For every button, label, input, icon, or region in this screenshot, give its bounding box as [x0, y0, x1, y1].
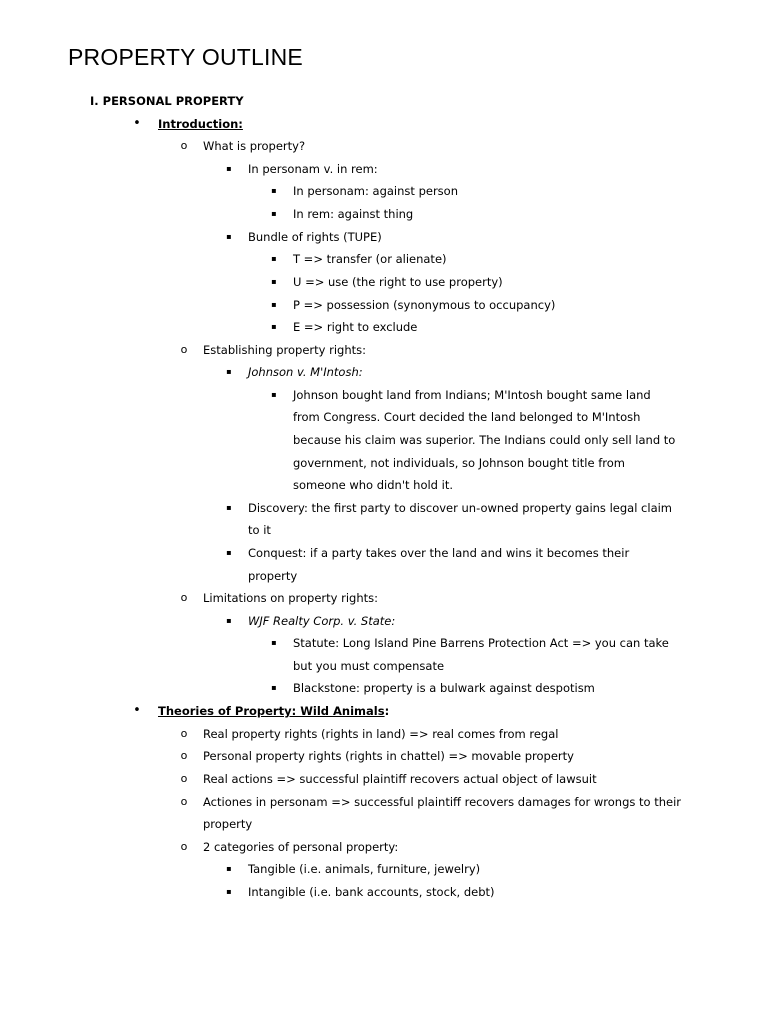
outline-text: Actiones in personam => successful plaintiff recovers damages for wrongs to their: [203, 795, 682, 809]
bullet-marker: ▪: [271, 638, 277, 647]
outline-text: government, not individuals, so Johnson bought title from: [293, 456, 625, 470]
bullet-marker: ▪: [226, 548, 232, 557]
bullet-marker: o: [180, 139, 188, 152]
bullet-marker: o: [180, 840, 188, 853]
outline-text: Blackstone: property is a bulwark against despotism: [293, 681, 595, 695]
bullet-marker: ▪: [226, 503, 232, 512]
outline-text: Johnson bought land from Indians; M'Intosh bought same land: [293, 388, 651, 402]
bullet-marker: o: [180, 772, 188, 785]
outline-text: Statute: Long Island Pine Barrens Protection Act => you can take: [293, 636, 669, 650]
topic-heading-text: Theories of Property: Wild Animals: [158, 704, 385, 718]
outline-text: Real property rights (rights in land) => real comes from regal: [203, 727, 559, 741]
outline-text: Intangible (i.e. bank accounts, stock, debt): [248, 885, 495, 899]
bullet-marker: ▪: [226, 864, 232, 873]
outline-text: Establishing property rights:: [203, 343, 366, 357]
bullet-marker: ▪: [226, 367, 232, 376]
outline-text: to it: [248, 523, 271, 537]
bullet-marker: o: [180, 343, 188, 356]
outline-text: Discovery: the first party to discover un-owned property gains legal claim: [248, 501, 673, 515]
bullet-marker: o: [180, 795, 188, 808]
bullet-marker: ▪: [226, 616, 232, 625]
case-name: Johnson v. M'Intosh:: [248, 365, 363, 379]
outline-text: Real actions => successful plaintiff recovers actual object of lawsuit: [203, 772, 597, 786]
bullet-marker: •: [133, 703, 141, 718]
outline-text: What is property?: [203, 139, 306, 153]
outline-text: but you must compensate: [293, 659, 445, 673]
outline-text: Tangible (i.e. animals, furniture, jewelry): [248, 862, 481, 876]
topic-heading: Introduction:: [158, 117, 243, 131]
document-title: PROPERTY OUTLINE: [68, 44, 303, 70]
outline-text: property: [248, 569, 298, 583]
outline-text: because his claim was superior. The Indians could only sell land to: [293, 433, 676, 447]
bullet-marker: ▪: [226, 232, 232, 241]
outline-text: Limitations on property rights:: [203, 591, 378, 605]
bullet-marker: o: [180, 591, 188, 604]
outline-text: from Congress. Court decided the land belonged to M'Intosh: [293, 410, 641, 424]
outline-text: U => use (the right to use property): [293, 275, 503, 289]
bullet-marker: ▪: [271, 683, 277, 692]
outline-text: T => transfer (or alienate): [293, 252, 447, 266]
outline-text: Conquest: if a party takes over the land and wins it becomes their: [248, 546, 630, 560]
bullet-marker: ▪: [271, 209, 277, 218]
bullet-marker: •: [133, 116, 141, 131]
outline-text: In personam: against person: [293, 184, 458, 198]
bullet-marker: o: [180, 727, 188, 740]
outline-text: someone who didn't hold it.: [293, 478, 453, 492]
outline-text: Personal property rights (rights in chattel) => movable property: [203, 749, 574, 763]
outline-text: Bundle of rights (TUPE): [248, 230, 382, 244]
topic-heading: [158, 700, 389, 723]
topic-heading-colon: :: [384, 704, 390, 718]
bullet-marker: ▪: [226, 164, 232, 173]
bullet-marker: ▪: [271, 322, 277, 331]
bullet-marker: o: [180, 749, 188, 762]
bullet-marker: ▪: [271, 390, 277, 399]
bullet-marker: ▪: [271, 300, 277, 309]
outline-text: In personam v. in rem:: [248, 162, 378, 176]
outline-text: E => right to exclude: [293, 320, 418, 334]
bullet-marker: ▪: [226, 887, 232, 896]
outline-text: 2 categories of personal property:: [203, 840, 399, 854]
case-name: WJF Realty Corp. v. State:: [248, 614, 396, 628]
bullet-marker: ▪: [271, 254, 277, 263]
outline-text: property: [203, 817, 253, 831]
section-heading: I. PERSONAL PROPERTY: [90, 94, 244, 108]
bullet-marker: ▪: [271, 277, 277, 286]
outline-text: P => possession (synonymous to occupancy): [293, 298, 556, 312]
outline-text: In rem: against thing: [293, 207, 414, 221]
bullet-marker: ▪: [271, 186, 277, 195]
